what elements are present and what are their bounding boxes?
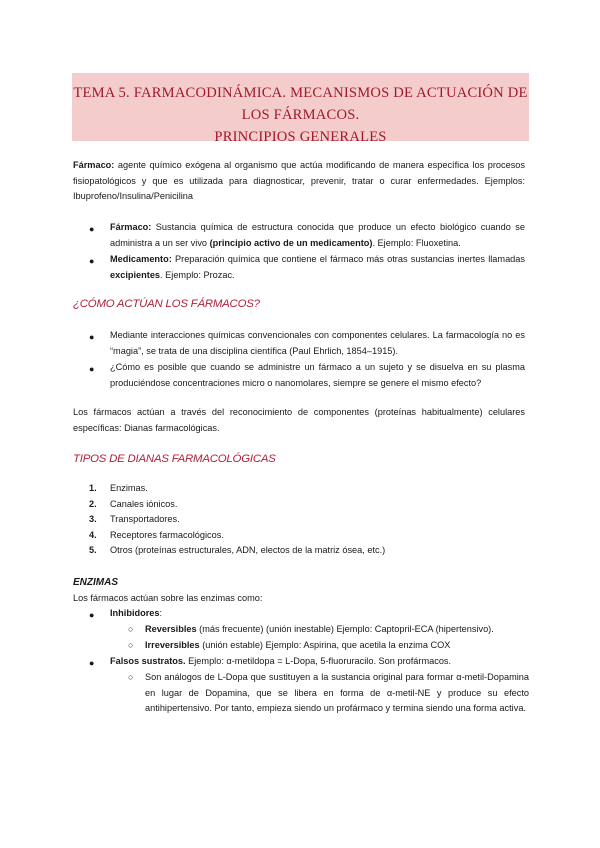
- inhibidores-item: [110, 606, 162, 622]
- intro-paragraph: [73, 158, 525, 205]
- def-term: Medicamento:: [110, 254, 172, 264]
- enzimas-intro: Los fármacos actúan sobre las enzimas como:: [73, 593, 263, 603]
- def-text: Sustancia química de estructura conocida que produce un efecto biológico cuando se administra a un ser vivo: [110, 222, 525, 248]
- circle-bullet-icon: ○: [128, 640, 134, 650]
- section-heading-enzimas: ENZIMAS: [73, 577, 118, 588]
- list-number: 1.: [89, 483, 97, 493]
- intro-term: Fármaco:: [73, 160, 115, 170]
- falsos-term: Falsos sustratos.: [110, 656, 186, 666]
- title-line-1: TEMA 5. FARMACODINÁMICA. MECANISMOS DE ACTUACIÓN DE LOS FÁRMACOS.: [73, 85, 528, 123]
- bullet-icon: ●: [89, 364, 95, 374]
- list-item: Otros (proteínas estructurales, ADN, electos de la matriz ósea, etc.): [110, 545, 386, 555]
- irreversibles-item: [145, 638, 525, 654]
- bullet-icon: ●: [89, 610, 95, 620]
- def-text: . Ejemplo: Prozac.: [160, 269, 235, 280]
- def-text: Preparación química que contiene el fármaco más otras sustancias inertes llamadas: [171, 254, 525, 264]
- list-item: Enzimas.: [110, 483, 148, 493]
- bullet-item: ¿Cómo es posible que cuando se administre un fármaco a un sujeto y se disuelva en su plasma produciéndose concentraciones micro o nanomolares, siempre se genere el mismo efecto?: [110, 362, 525, 388]
- list-number: 5.: [89, 545, 97, 555]
- list-item: Receptores farmacológicos.: [110, 530, 224, 540]
- falsos-sub-item: Son análogos de L-Dopa que sustituyen a la sustancia original para formar α-metil-Dopamina en lugar de Dopamina, que se libera en forma de α-metil-NE y produce su efecto antihipertensivo. Por tanto, empieza siendo un profármaco y termina siendo una forma activa.: [145, 672, 529, 714]
- bullet-icon: ●: [89, 332, 95, 342]
- bullet-icon: ●: [89, 256, 95, 266]
- title-line-2: PRINCIPIOS GENERALES: [214, 129, 387, 145]
- irreversibles-term: Irreversibles: [145, 640, 200, 650]
- def-term: Fármaco:: [110, 222, 152, 232]
- title-banner: [72, 73, 529, 145]
- bullet-item: Mediante interacciones químicas convencionales con componentes celulares. La farmacología no es “magia”, se trata de una disciplina científica (Paul Ehrlich, 1854–1915).: [110, 330, 525, 356]
- irreversibles-text: (unión estable) Ejemplo: Aspirina, que acetila la enzima COX: [199, 640, 451, 650]
- circle-bullet-icon: ○: [128, 672, 134, 682]
- reversibles-item: [145, 622, 535, 638]
- list-item: Transportadores.: [110, 514, 180, 524]
- falsos-sustratos-item: [110, 654, 530, 670]
- list-item: Canales iónicos.: [110, 499, 178, 509]
- def-item-farmaco: [110, 220, 525, 251]
- section-heading-como-actuan: ¿CÓMO ACTÚAN LOS FÁRMACOS?: [73, 298, 260, 310]
- closing-paragraph: Los fármacos actúan a través del reconocimiento de componentes (proteínas habitualmente) celulares específicas: Dianas farmacológicas.: [73, 407, 525, 433]
- def-bold: (principio activo de un medicamento): [209, 237, 373, 248]
- def-item-medicamento: [110, 252, 525, 283]
- bullet-icon: ●: [89, 224, 95, 234]
- def-bold: excipientes: [110, 269, 161, 280]
- falsos-text: Ejemplo: α-metildopa = L-Dopa, 5-fluoruracilo. Son profármacos.: [185, 656, 452, 666]
- inhibidores-colon: :: [159, 608, 163, 618]
- bullet-icon: ●: [89, 658, 95, 668]
- intro-text: agente químico exógena al organismo que actúa modificando de manera específica los procesos fisiopatológicos y que es utilizada para diagnosticar, prevenir, tratar o curar enfermedades. Ejemplos: Ibuprofeno/Insulina/Penicilina: [73, 160, 525, 202]
- inhibidores-term: Inhibidores: [110, 608, 160, 618]
- def-text: . Ejemplo: Fluoxetina.: [372, 237, 461, 248]
- list-number: 4.: [89, 530, 97, 540]
- list-number: 2.: [89, 499, 97, 509]
- reversibles-text: (más frecuente) (unión inestable) Ejemplo: Captopril-ECA (hipertensivo).: [196, 624, 494, 634]
- reversibles-term: Reversibles: [145, 624, 197, 634]
- section-heading-dianas: TIPOS DE DIANAS FARMACOLÓGICAS: [73, 453, 276, 465]
- circle-bullet-icon: ○: [128, 624, 134, 634]
- list-number: 3.: [89, 514, 97, 524]
